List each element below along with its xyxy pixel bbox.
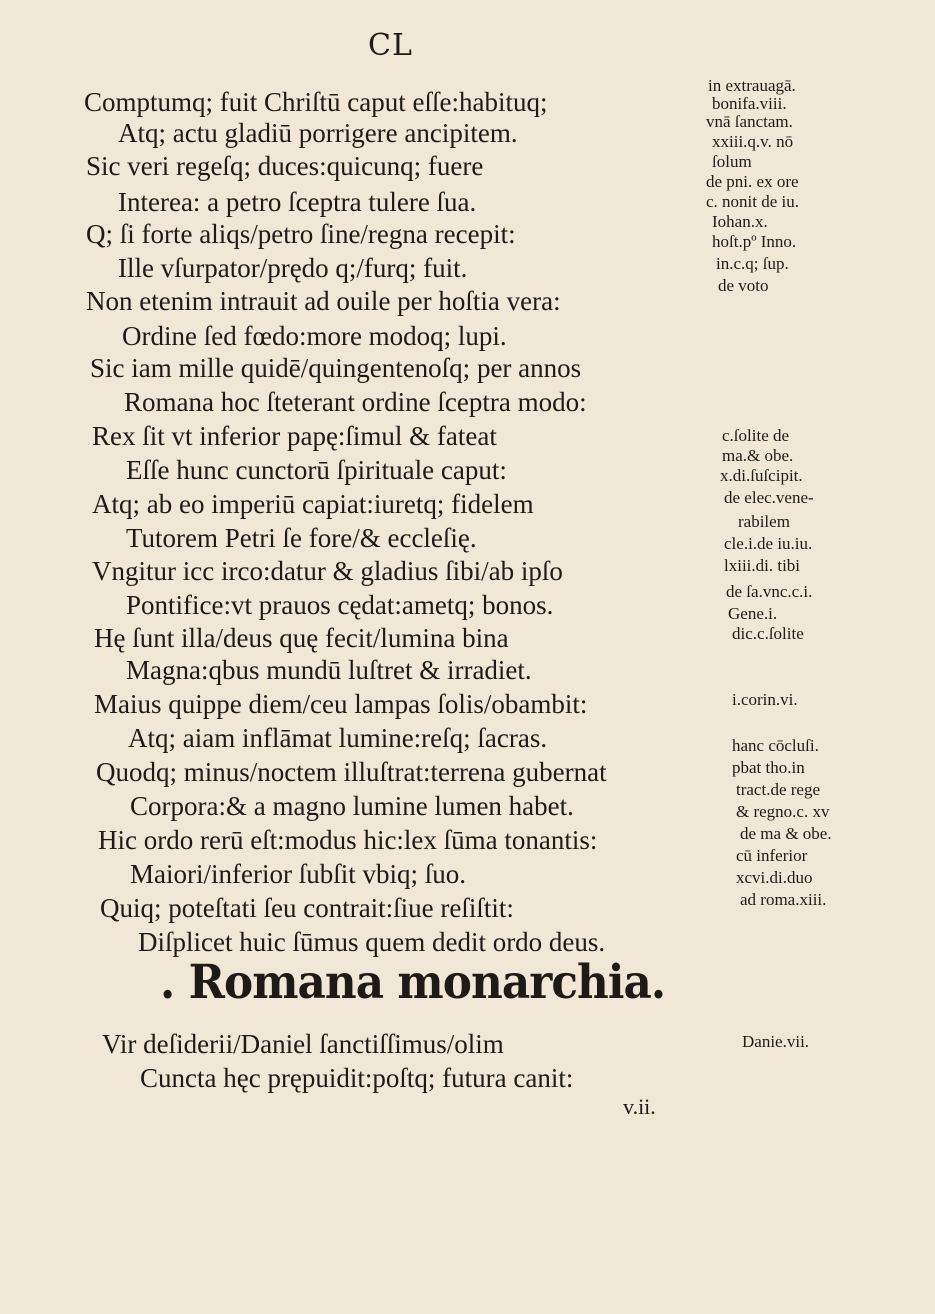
verse-line: Tutorem Petri ſe fore/& eccleſię. [126, 523, 477, 553]
gloss-line: & regno.c. xv [736, 802, 830, 821]
gloss-line: vnā ſanctam. [706, 112, 793, 131]
verse-line: Magna:qbus mundū luſtret & irradiet. [126, 655, 532, 685]
gloss-line: hanc cōcluſi. [732, 736, 819, 755]
gloss-line: bonifa.viii. [712, 94, 787, 113]
verse-line: Atq; aiam inflāmat lumine:reſq; ſacras. [128, 723, 548, 753]
verse-line: Interea: a petro ſceptra tulere ſua. [118, 187, 477, 217]
verse-line: Maiori/inferior ſubſit vbiq; ſuo. [130, 859, 466, 889]
gloss-line: ma.& obe. [722, 446, 794, 465]
gloss-line: Danie.vii. [742, 1032, 810, 1051]
gloss-line: ad roma.xiii. [740, 890, 827, 909]
gloss-line: Gene.i. [728, 604, 778, 623]
verse-line: Corpora:& a magno lumine lumen habet. [130, 791, 574, 821]
verse-line: Hic ordo rerū eſt:modus hic:lex ſūma tonantis: [98, 825, 598, 855]
verse-line: Quiq; poteſtati ſeu contrait:ſiue reſiſtit: [100, 893, 514, 923]
verse-line: Ordine ſed fœdo:more modoq; lupi. [122, 321, 507, 351]
verse-line: Eſſe hunc cunctorū ſpirituale caput: [126, 455, 507, 485]
gloss-line: in.c.q; ſup. [716, 254, 789, 273]
verse-line: Quodq; minus/noctem illuſtrat:terrena gubernat [96, 757, 607, 787]
gloss-line: dic.c.ſolite [732, 624, 804, 643]
verse-line: Sic iam mille quidē/quingentenoſq; per annos [90, 353, 582, 383]
verse-line: Vir deſiderii/Daniel ſanctiſſimus/olim [102, 1029, 504, 1059]
verse-line: Vngitur icc irco:datur & gladius ſibi/ab ipſo [92, 556, 563, 586]
gloss-line: rabilem [738, 512, 790, 531]
verse-line: Pontifice:vt prauos cędat:ametq; bonos. [126, 590, 554, 620]
gloss-line: de ma & obe. [740, 824, 832, 843]
gloss-line: lxiii.di. tibi [724, 556, 801, 575]
gloss-line: de voto [718, 276, 769, 295]
signature-mark: v.ii. [623, 1094, 656, 1119]
gloss-line: pbat tho.in [732, 758, 805, 777]
gloss-line: de ſa.vnc.c.i. [726, 582, 813, 601]
gloss-line: hoſt.pº Inno. [712, 232, 797, 251]
verse-line: Non etenim intrauit ad ouile per hoſtia vera: [86, 286, 561, 316]
gloss-line: c.ſolite de [722, 426, 790, 445]
verse-line: Q; ſi forte aliqs/petro ſine/regna recepit: [86, 219, 516, 249]
verse-line: Hę ſunt illa/deus quę fecit/lumina bina [94, 623, 509, 653]
verse-line: Cuncta hęc prępuidit:poſtq; futura canit: [140, 1063, 574, 1093]
gloss-line: de pni. ex ore [706, 172, 799, 191]
gloss-line: ſolum [712, 152, 752, 171]
gloss-line: xcvi.di.duo [736, 868, 813, 887]
verse-line: Comptumq; fuit Chriſtū caput eſſe:habituq; [84, 87, 548, 117]
verse-line: Sic veri regeſq; duces:quicunq; fuere [86, 151, 484, 181]
gloss-line: cle.i.de iu.iu. [724, 534, 813, 553]
gloss-line: Iohan.x. [712, 212, 768, 231]
gloss-line: c. nonit de iu. [706, 192, 800, 211]
gloss-line: cū inferior [736, 846, 808, 865]
gloss-line: xxiii.q.v. nō [712, 132, 794, 151]
gloss-line: i.corin.vi. [732, 690, 798, 709]
verse-line: Atq; ab eo imperiū capiat:iuretq; fidelem [92, 489, 534, 519]
gloss-line: tract.de rege [736, 780, 820, 799]
section-heading: . Romana monarchia. [160, 955, 666, 1010]
verse-line: Diſplicet huic ſūmus quem dedit ordo deus. [138, 927, 606, 957]
gloss-line: de elec.vene- [724, 488, 814, 507]
verse-line: Romana hoc ſteterant ordine ſceptra modo: [124, 387, 587, 417]
gloss-line: in extrauagā. [708, 76, 796, 95]
gloss-line: x.di.ſuſcipit. [720, 466, 803, 485]
verse-line: Atq; actu gladiū porrigere ancipitem. [118, 118, 518, 148]
verse-line: Maius quippe diem/ceu lampas ſolis/obambit: [94, 689, 588, 719]
verse-line: Rex ſit vt inferior papę:ſimul & fateat [92, 421, 497, 451]
folio-number: CL [368, 28, 413, 63]
verse-line: Ille vſurpator/prędo q;/furq; fuit. [118, 253, 468, 283]
